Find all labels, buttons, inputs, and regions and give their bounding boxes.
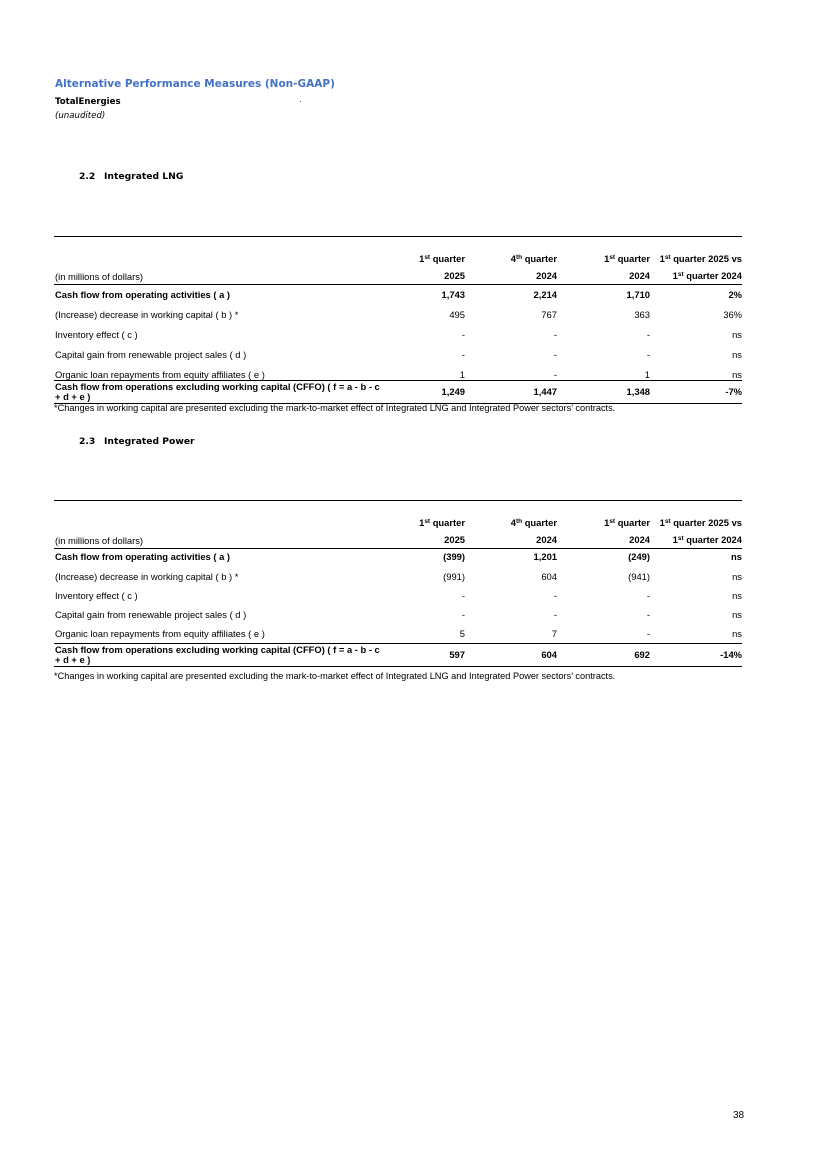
cell-value: - (646, 628, 650, 639)
table-row (54, 567, 742, 587)
company-name: TotalEnergies (55, 97, 121, 107)
cell-value: 7 (551, 628, 557, 639)
cell-value: 5 (459, 628, 465, 639)
cell-value: 604 (541, 571, 557, 582)
row-label: Organic loan repayments from equity affiliates ( e ) (55, 369, 265, 380)
section-heading-integrated-lng (79, 171, 183, 182)
cell-value: 1,710 (626, 289, 650, 300)
table-row (54, 624, 742, 644)
cell-value: - (553, 609, 557, 620)
table-top-rule (54, 236, 742, 237)
cell-value: 363 (634, 309, 650, 320)
cell-value: - (461, 609, 465, 620)
cell-value: ns (732, 609, 742, 620)
cell-value: -7% (725, 386, 742, 397)
cell-value: 1,249 (441, 386, 465, 397)
table-header-row (54, 250, 742, 285)
section-title: Integrated LNG (104, 171, 184, 182)
cell-value: - (553, 349, 557, 360)
cell-value: 604 (541, 649, 557, 660)
column-header-line2: 2025 (444, 534, 465, 545)
cell-value: - (646, 590, 650, 601)
row-label: (Increase) decrease in working capital ( b ) * (55, 571, 239, 582)
row-label: Cash flow from operating activities ( a ) (55, 551, 231, 562)
row-label: Inventory effect ( c ) (55, 329, 138, 340)
unit-label: (in millions of dollars) (55, 271, 144, 282)
column-header-line1: 1st quarter (604, 253, 650, 264)
cell-value: ns (731, 551, 742, 562)
table-row (54, 586, 742, 606)
column-header-line1: 1st quarter (419, 253, 465, 264)
audit-status: (unaudited) (55, 111, 106, 121)
table-total-row (54, 643, 742, 667)
table-row (54, 547, 742, 567)
cell-value: 495 (449, 309, 465, 320)
table-top-rule (54, 500, 742, 501)
cell-value: - (646, 609, 650, 620)
cell-value: -14% (720, 649, 742, 660)
cell-value: - (553, 329, 557, 340)
column-header-line2: 2024 (629, 534, 650, 545)
cell-value: ns (732, 329, 742, 340)
column-header-line2: 2024 (536, 534, 557, 545)
cell-value: - (461, 590, 465, 601)
cell-value: (399) (443, 551, 465, 562)
report-title: Alternative Performance Measures (Non-GAAP) (55, 78, 335, 90)
cell-value: 2,214 (533, 289, 557, 300)
column-header-line1: 1st quarter 2025 vs (659, 517, 742, 528)
stray-dot (300, 101, 301, 102)
cell-value: 1,743 (441, 289, 465, 300)
cell-value: - (461, 349, 465, 360)
column-header-line2: 2025 (444, 270, 465, 281)
table-footnote: *Changes in working capital are presented excluding the mark-to-market effect of Integrated LNG and Integrated Power sectors’ contracts. (54, 403, 616, 413)
row-label: Organic loan repayments from equity affiliates ( e ) (55, 628, 265, 639)
cell-value: 1,447 (533, 386, 557, 397)
cell-value: 692 (634, 649, 650, 660)
column-header-line1: 1st quarter (604, 517, 650, 528)
table-header-row (54, 514, 742, 549)
cell-value: ns (732, 590, 742, 601)
section-heading-integrated-power (79, 436, 195, 447)
row-label: Cash flow from operations excluding working capital (CFFO) ( f = a - b - c + d + e ) (55, 381, 380, 402)
column-header-line1: 4th quarter (510, 517, 557, 528)
column-header-line1: 1st quarter (419, 517, 465, 528)
cell-value: 597 (449, 649, 465, 660)
section-number: 2.3 (79, 436, 96, 447)
cell-value: 2% (728, 289, 742, 300)
section-title: Integrated Power (104, 436, 195, 447)
column-header-line1: 4th quarter (510, 253, 557, 264)
page-number: 38 (733, 1110, 745, 1121)
cell-value: 36% (723, 309, 742, 320)
table-row (54, 285, 742, 305)
cell-value: - (553, 590, 557, 601)
row-label: Cash flow from operations excluding working capital (CFFO) ( f = a - b - c + d + e ) (55, 644, 380, 665)
unit-label: (in millions of dollars) (55, 535, 144, 546)
cell-value: (941) (628, 571, 650, 582)
page-header (55, 77, 335, 123)
table-row (54, 305, 742, 325)
row-label: Capital gain from renewable project sales ( d ) (55, 609, 247, 620)
cell-value: 1,348 (626, 386, 650, 397)
cell-value: 767 (541, 309, 557, 320)
column-header-line1: 1st quarter 2025 vs (659, 253, 742, 264)
column-header-line2: 1st quarter 2024 (672, 270, 742, 281)
cell-value: 1 (644, 369, 650, 380)
row-label: Cash flow from operating activities ( a ) (55, 289, 231, 300)
row-label: Inventory effect ( c ) (55, 590, 138, 601)
column-header-line2: 2024 (536, 270, 557, 281)
table-row (54, 605, 742, 625)
cell-value: (249) (628, 551, 650, 562)
cell-value: - (646, 349, 650, 360)
cell-value: ns (732, 369, 742, 380)
row-label: (Increase) decrease in working capital ( b ) * (55, 309, 239, 320)
cell-value: (991) (443, 571, 465, 582)
cell-value: 1,201 (533, 551, 557, 562)
cell-value: - (646, 329, 650, 340)
cell-value: 1 (459, 369, 465, 380)
column-header-line2: 2024 (629, 270, 650, 281)
table-footnote: *Changes in working capital are presented excluding the mark-to-market effect of Integrated LNG and Integrated Power sectors’ contracts. (54, 671, 616, 681)
table-total-row (54, 380, 742, 404)
section-number: 2.2 (79, 171, 96, 182)
cell-value: ns (732, 349, 742, 360)
table-row (54, 325, 742, 345)
row-label: Capital gain from renewable project sales ( d ) (55, 349, 247, 360)
cell-value: - (461, 329, 465, 340)
column-header-line2: 1st quarter 2024 (672, 534, 742, 545)
cell-value: ns (732, 628, 742, 639)
table-row (54, 345, 742, 365)
cell-value: - (553, 369, 557, 380)
cell-value: ns (732, 571, 742, 582)
